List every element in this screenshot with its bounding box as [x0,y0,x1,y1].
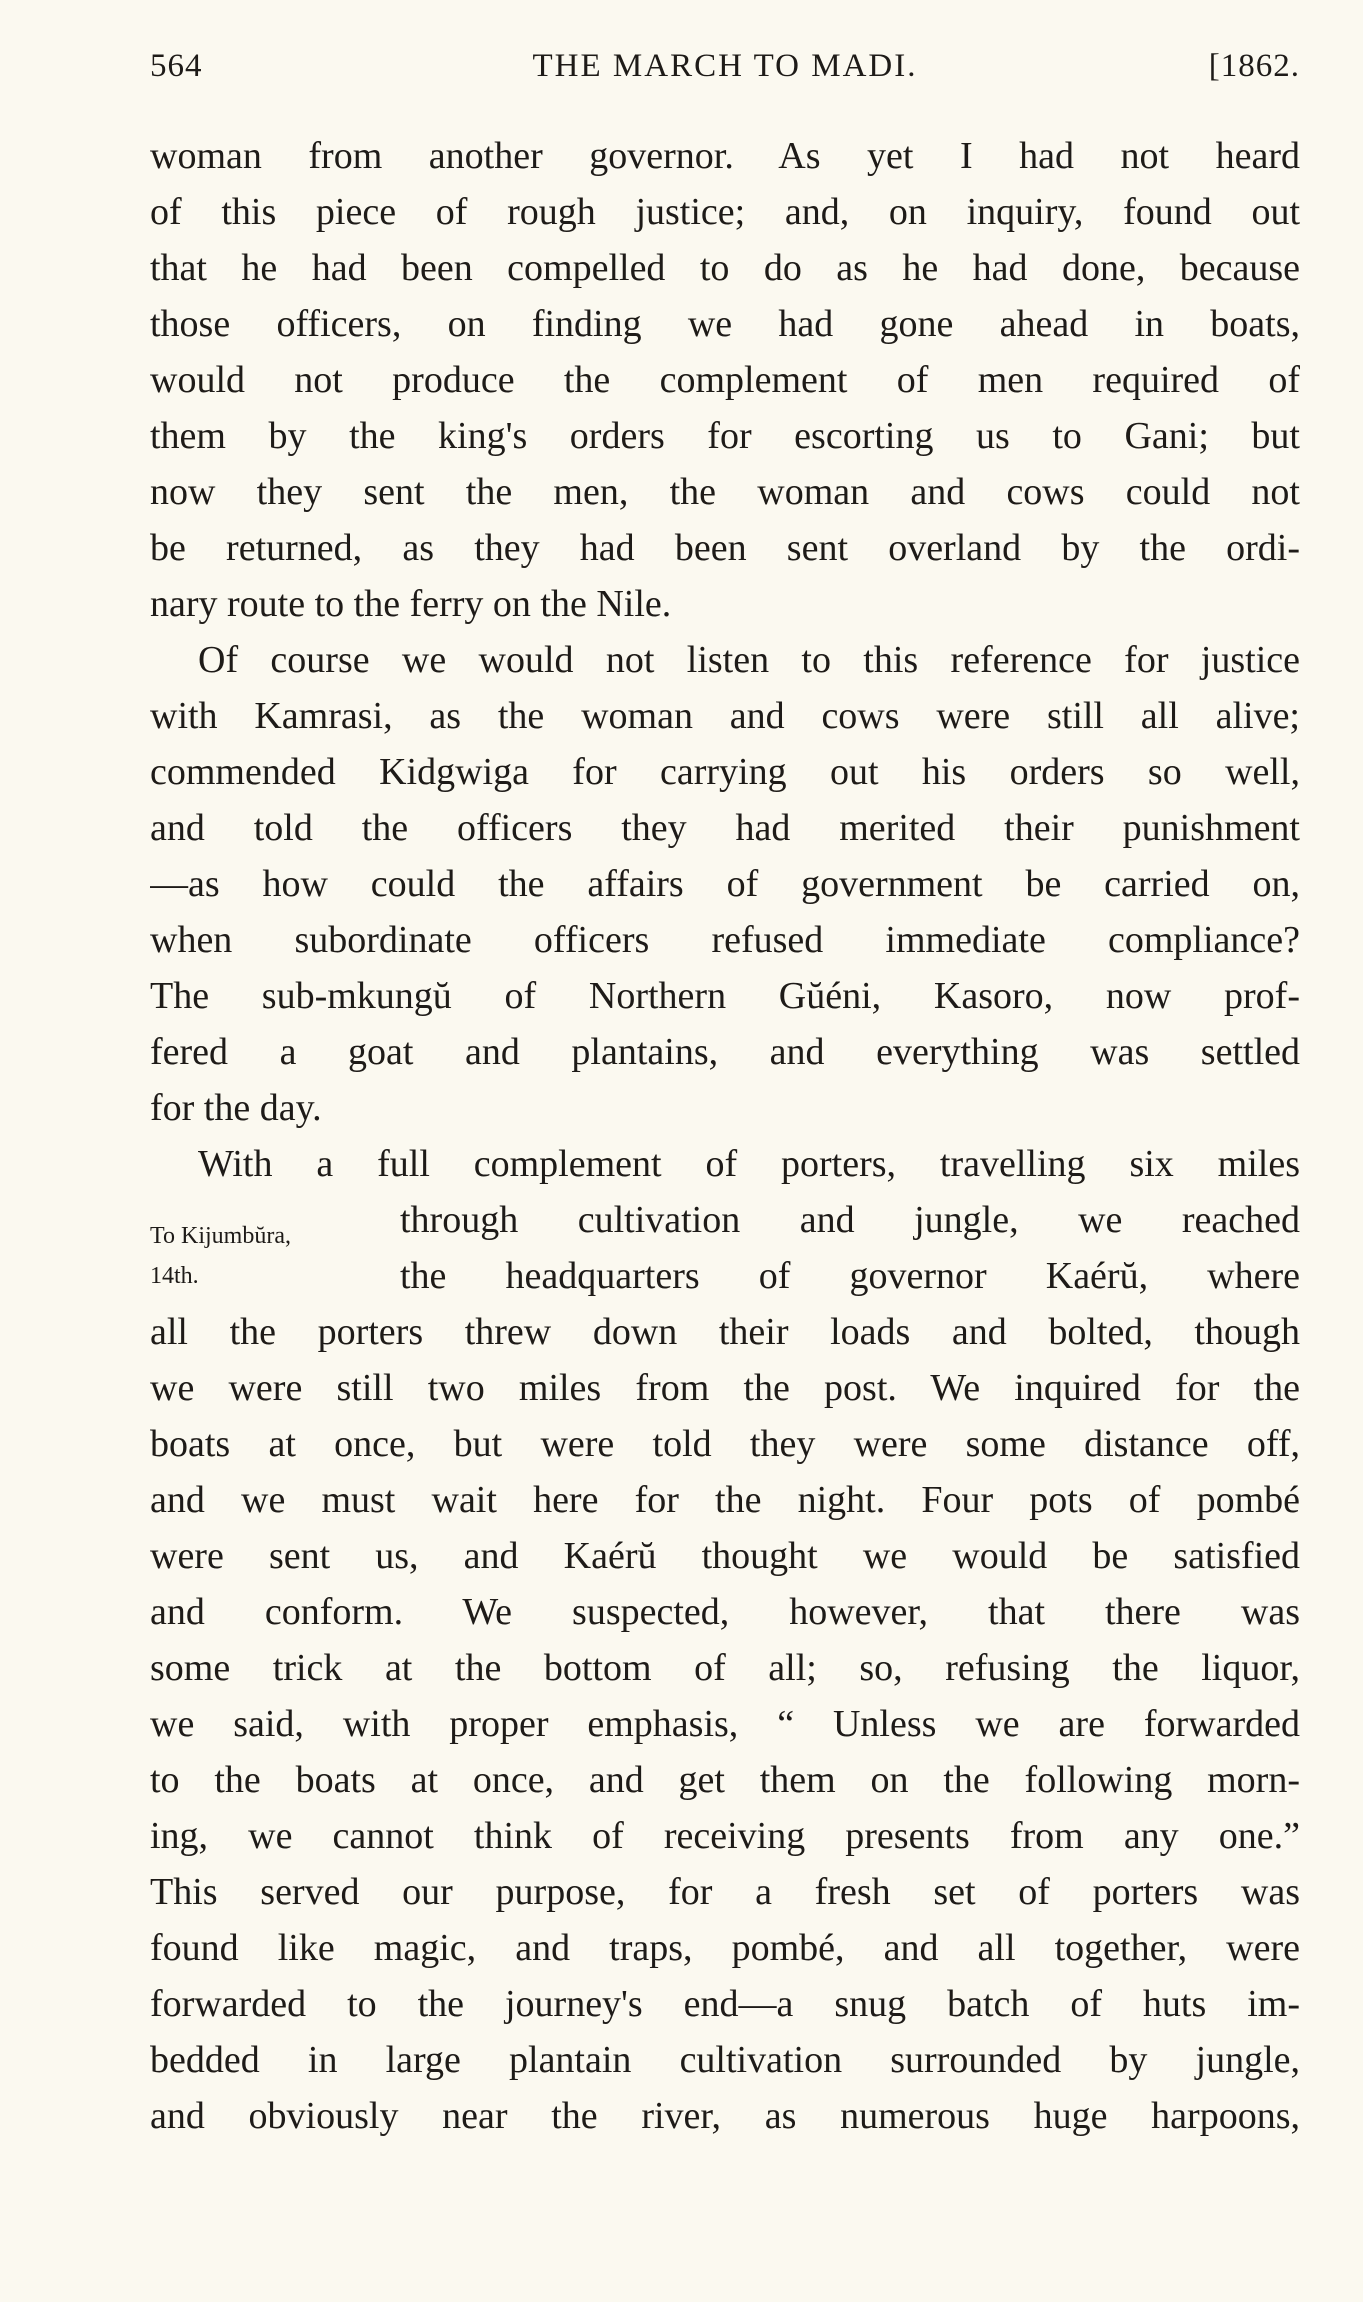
text-line: we said, with proper emphasis, “ Unless we are forwarded [150,1703,1300,1745]
page-number: 564 [150,48,203,84]
text-line: when subordinate officers refused immediate compliance? [150,919,1300,961]
text-line: and conform. We suspected, however, that there was [150,1591,1300,1633]
text-line: with Kamrasi, as the woman and cows were still all alive; [150,695,1300,737]
text-line: nary route to the ferry on the Nile. [150,583,672,625]
text-line: forwarded to the journey's end—a snug batch of huts im- [150,1983,1300,2025]
text-line: of this piece of rough justice; and, on inquiry, found out [150,191,1300,233]
running-title: THE MARCH TO MADI. [532,48,918,84]
margin-note-place: To Kijumbŭra, [150,1223,291,1249]
text-line: the headquarters of governor Kaérŭ, where [400,1255,1300,1297]
text-line: that he had been compelled to do as he had done, because [150,247,1300,289]
text-line: and told the officers they had merited their punishment [150,807,1300,849]
text-line: Of course we would not listen to this reference for justice [198,639,1300,681]
text-line: all the porters threw down their loads and bolted, though [150,1311,1300,1353]
body-text [150,128,1300,2144]
text-line: bedded in large plantain cultivation surrounded by jungle, [150,2039,1300,2081]
text-line: now they sent the men, the woman and cows could not [150,471,1300,513]
text-line: —as how could the affairs of government be carried on, [150,863,1300,905]
text-line: The sub-mkungŭ of Northern Gŭéni, Kasoro, now prof- [150,975,1300,1017]
text-line: be returned, as they had been sent overland by the ordi- [150,527,1300,569]
page-header [150,48,1300,88]
text-line: commended Kidgwiga for carrying out his orders so well, [150,751,1300,793]
text-line: boats at once, but were told they were some distance off, [150,1423,1300,1465]
text-line: found like magic, and traps, pombé, and all together, were [150,1927,1300,1969]
text-line: we were still two miles from the post. We inquired for the [150,1367,1300,1409]
text-line: for the day. [150,1087,322,1129]
text-line: and we must wait here for the night. Four pots of pombé [150,1479,1300,1521]
text-line: to the boats at once, and get them on the following morn- [150,1759,1300,1801]
text-line: woman from another governor. As yet I had not heard [150,135,1300,177]
header-year: [1862. [1208,48,1300,84]
text-line: and obviously near the river, as numerous huge harpoons, [150,2095,1300,2137]
text-line: This served our purpose, for a fresh set of porters was [150,1871,1300,1913]
text-line: ing, we cannot think of receiving presents from any one.” [150,1815,1300,1857]
text-line: With a full complement of porters, travelling six miles [198,1143,1300,1185]
margin-note-date: 14th. [150,1263,199,1289]
text-line: through cultivation and jungle, we reached [400,1199,1300,1241]
text-line: were sent us, and Kaérŭ thought we would be satisfied [150,1535,1300,1577]
text-line: those officers, on finding we had gone ahead in boats, [150,303,1300,345]
text-line: them by the king's orders for escorting us to Gani; but [150,415,1300,457]
text-line: fered a goat and plantains, and everything was settled [150,1031,1300,1073]
text-line: would not produce the complement of men required of [150,359,1300,401]
text-line: some trick at the bottom of all; so, refusing the liquor, [150,1647,1300,1689]
